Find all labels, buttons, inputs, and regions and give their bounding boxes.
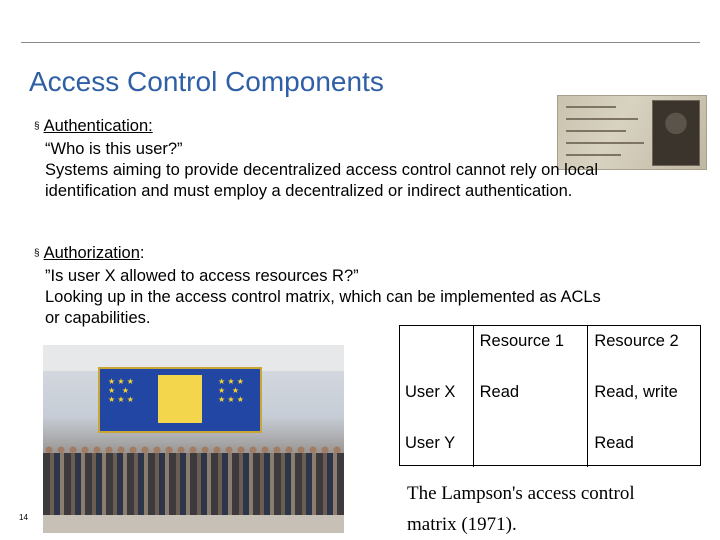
matrix-cell: Read: [594, 434, 634, 452]
matrix-cell: Read: [473, 376, 588, 427]
matrix-column-header: Resource 2: [594, 332, 679, 350]
caption-line-2: matrix (1971).: [407, 514, 517, 535]
eu-stars-icon: ★ ★ ★ ★ ★ ★ ★ ★: [218, 377, 244, 404]
authorization-text-line-2: or capabilities.: [45, 309, 151, 327]
hall-floor: [43, 515, 344, 533]
matrix-caption: [407, 478, 635, 540]
matrix-row: [399, 376, 702, 427]
authorization-bullet: [34, 243, 601, 329]
document-text-stroke: [566, 106, 616, 108]
authorization-text-line-1: Looking up in the access control matrix, which can be implemented as ACLs: [45, 288, 601, 306]
authorization-heading-colon: :: [139, 244, 145, 262]
authentication-text-line-1: Systems aiming to provide decentralized access control cannot rely on local: [45, 161, 599, 179]
portrait: [652, 100, 700, 166]
passport-control-hall-photo: [43, 345, 344, 533]
matrix-corner-cell: [399, 325, 473, 376]
authorization-question: ”Is user X allowed to access resources R?”: [45, 267, 359, 285]
bullet-marker: §: [34, 248, 40, 259]
authentication-heading: Authentication:: [43, 117, 153, 135]
matrix-header-row: [399, 325, 702, 376]
bullet-marker: §: [34, 121, 40, 132]
authentication-bullet: [34, 116, 598, 202]
sign-info-panel: [158, 375, 202, 423]
matrix-cell: [473, 427, 588, 467]
authentication-text-line-2: identification and must employ a decentralized or indirect authentication.: [45, 182, 573, 200]
matrix-cell: Read, write: [594, 383, 678, 401]
eu-passport-sign: [98, 367, 262, 433]
eu-stars-icon: ★ ★ ★ ★ ★ ★ ★ ★: [108, 377, 134, 404]
matrix-row-header: User Y: [399, 427, 473, 467]
top-divider: [21, 42, 700, 43]
caption-line-1: The Lampson's access control: [407, 483, 635, 504]
matrix-column-header: Resource 1: [473, 325, 588, 376]
access-control-matrix: [399, 325, 702, 467]
slide-number: 14: [19, 513, 28, 522]
authentication-question: “Who is this user?”: [45, 140, 183, 158]
authorization-heading: Authorization: [43, 244, 140, 262]
matrix-row-header: User X: [399, 376, 473, 427]
matrix-row: [399, 427, 702, 467]
slide-title: Access Control Components: [29, 66, 384, 97]
